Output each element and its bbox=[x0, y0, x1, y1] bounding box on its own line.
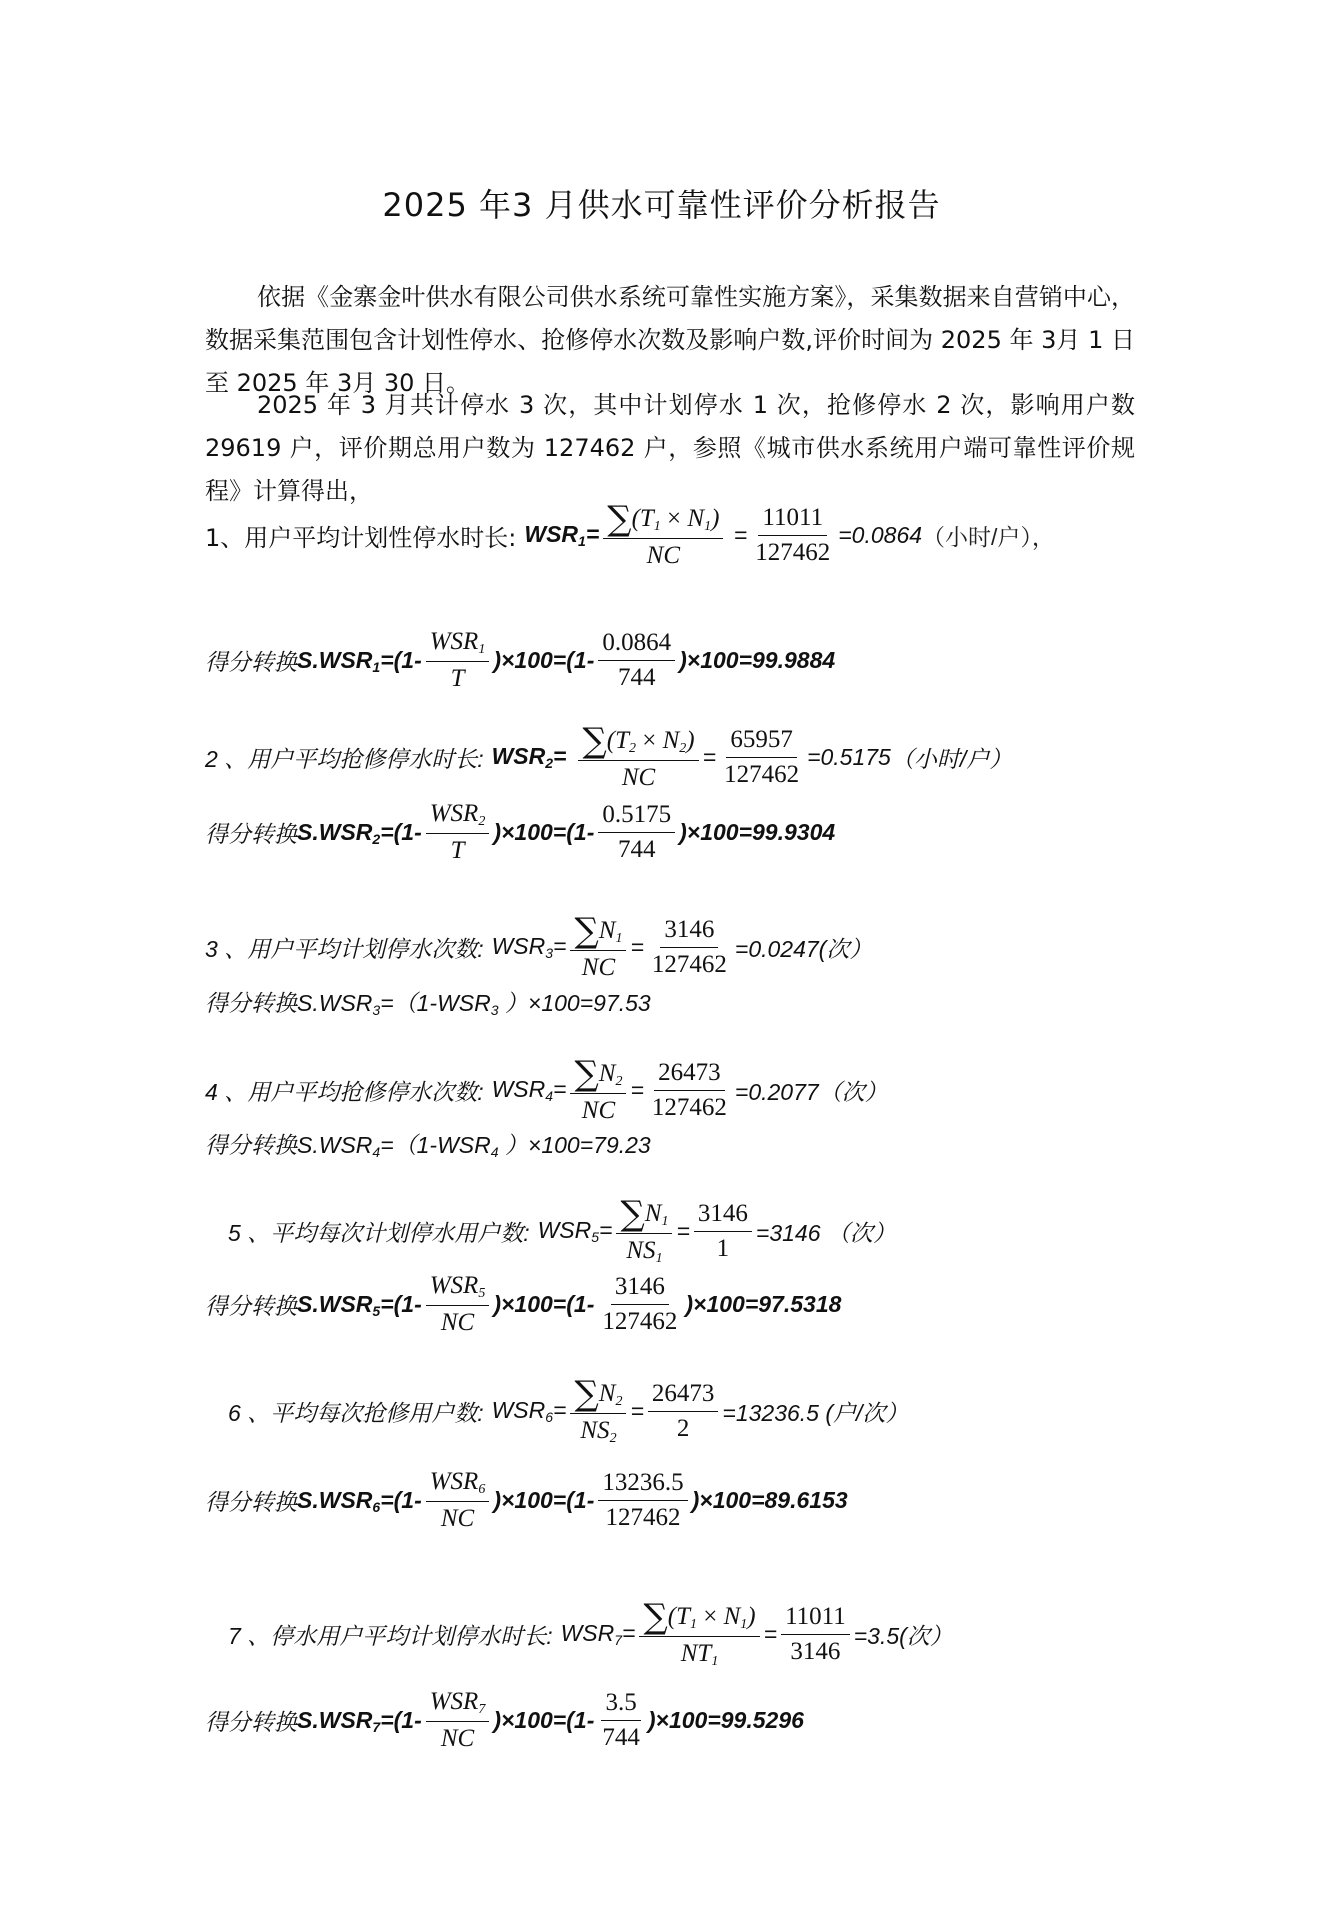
score-1: 得分转换 $S.WSR_1=(1-$ $\frac{WSR_1}{T}$ )×100=(1- $\frac{0.0864}{744}$ )×100=99.9884 bbox=[205, 628, 836, 692]
score-4: 得分转换 $S.WSR_4=(1-WSR_4$ ）×100=79.23 bbox=[205, 1132, 651, 1160]
formula-4: 4 、 用户平均抢修停水次数: $WSR_4=$ $\frac{\sum N_2}{NC}$ = $\frac{26473}{127462}$ =0.2077（次） bbox=[205, 1054, 888, 1124]
intro-paragraph-1: 依据《金寨金叶供水有限公司供水系统可靠性实施方案》，采集数据来自营销中心，数据采集范围包含计划性停水、抢修停水次数及影响户数,评价时间为 2025 年 3月 1 日至 2025 年 3月 30 日。 bbox=[205, 283, 1135, 397]
formula-6: 6 、 平均每次抢修用户数: $WSR_6=$ $\frac{\sum N_2}{NS_2}$ = $\frac{26473}{2}$ =13236.5 (户/次） bbox=[228, 1374, 909, 1446]
wsr-label: $WSR_1=$ bbox=[524, 521, 600, 549]
score-7: 得分转换 $S.WSR_7=(1-$ $\frac{WSR_7}{NC}$ )×100=(1- $\frac{3.5}{744}$ )×100=99.5296 bbox=[205, 1688, 804, 1752]
intro-paragraph-2: 2025 年 3 月共计停水 3 次，其中计划停水 1 次，抢修停水 2 次，影响用户数 29619 户，评价期总用户数为 127462 户，参照《城市供水系统用户端可靠性评价规程》计算得出， bbox=[205, 391, 1135, 505]
formula-3: 3 、 用户平均计划停水次数: $WSR_3=$ $\frac{\sum N_1}{NC}$ = $\frac{3146}{127462}$ =0.0247(次） bbox=[205, 911, 873, 981]
score-5: 得分转换 $S.WSR_5=(1-$ $\frac{WSR_5}{NC}$ )×100=(1- $\frac{3146}{127462}$ )×100=97.5318 bbox=[205, 1272, 842, 1336]
formula-1: 1、 用户平均计划性停水时长: $WSR_1=$ $\frac{\sum(T_1 \times N_1)}{NC}$ = $\frac{11011}{127462}$ =0.0864 （小时/户）， bbox=[205, 499, 1055, 569]
value-fraction: $\frac{11011}{127462}$ bbox=[755, 503, 831, 566]
score-3: 得分转换 $S.WSR_3=(1-WSR_3$ ）×100=97.53 bbox=[205, 990, 651, 1018]
formula-7: 7 、 停水用户平均计划停水时长: $WSR_7=$ $\frac{\sum(T_1 \times N_1)}{NT_1}$ = $\frac{11011}{3146}$ =3.5(次） bbox=[228, 1597, 953, 1669]
score-6: 得分转换 $S.WSR_6=(1-$ $\frac{WSR_6}{NC}$ )×100=(1- $\frac{13236.5}{127462}$ )×100=89.6153 bbox=[205, 1468, 848, 1532]
formula-fraction: $\frac{\sum(T_1 \times N_1)}{NC}$ bbox=[603, 500, 723, 570]
score-2: 得分转换 $S.WSR_2=(1-$ $\frac{WSR_2}{T}$ )×100=(1- $\frac{0.5175}{744}$ )×100=99.9304 bbox=[205, 800, 836, 864]
page-title: 2025 年3 月供水可靠性评价分析报告 bbox=[382, 186, 941, 224]
formula-5: 5 、 平均每次计划停水用户数: $WSR_5=$ $\frac{\sum N_1}{NS_1}$ = $\frac{3146}{1}$ =3146 （次） bbox=[228, 1194, 896, 1266]
formula-2: 2 、 用户平均抢修停水时长: $WSR_2=$ $\frac{\sum(T_2 \times N_2)}{NC}$ = $\frac{65957}{127462}$ =0.5175 （小时/户） bbox=[205, 721, 1013, 791]
